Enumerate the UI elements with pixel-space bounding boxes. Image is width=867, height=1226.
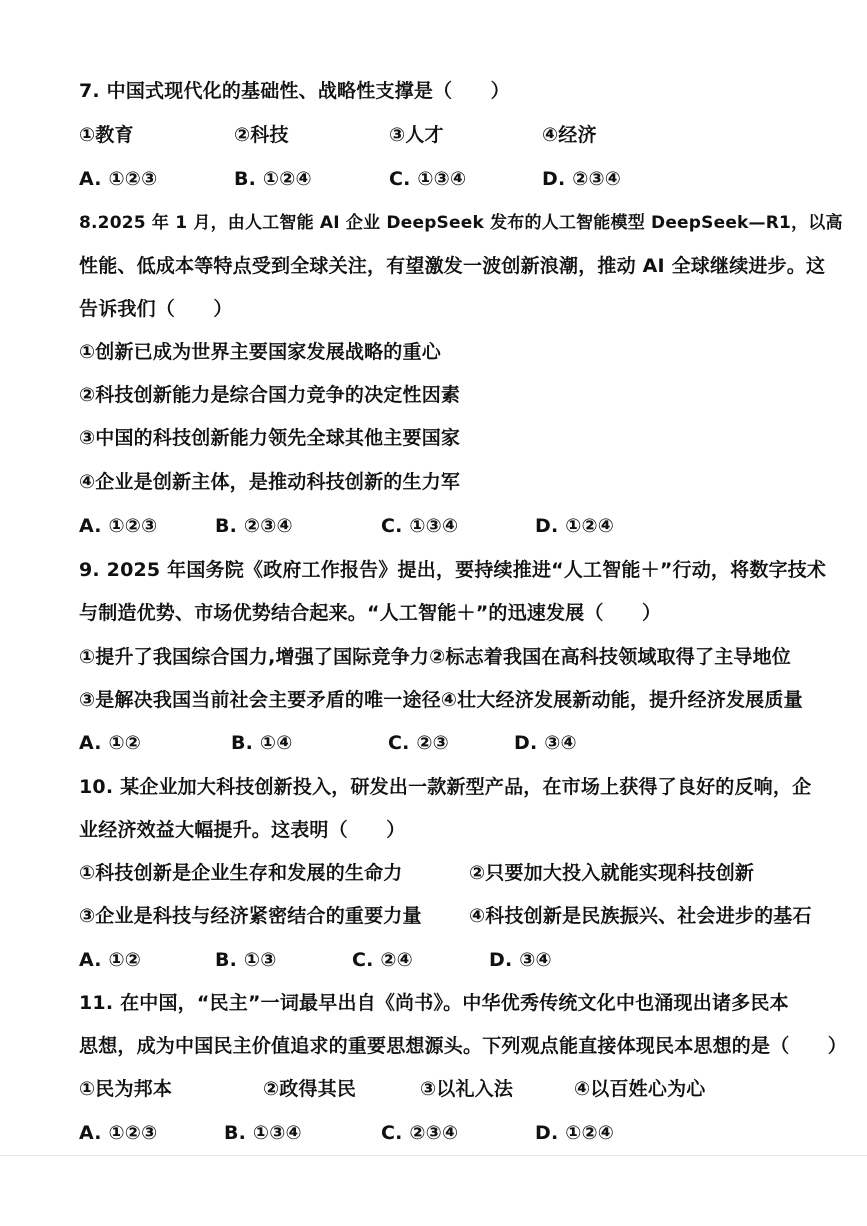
q7-items [79,123,839,147]
q7-stem: 7. 中国式现代化的基础性、战略性支撑是（ ） [79,80,510,102]
q8-stem-line-1: 8.2025 年 1 月，由人工智能 AI 企业 DeepSeek 发布的人工智能模型 DeepSeek—R1，以高 [79,213,843,233]
q10-choice-a[interactable]: A. ①② [79,949,142,971]
q7-choices [79,167,839,191]
q10-choices [79,948,839,972]
q11-choice-a[interactable]: A. ①②③ [79,1122,158,1144]
page-divider [0,1155,867,1156]
q10-choice-b[interactable]: B. ①③ [215,949,277,971]
q9-choices [79,731,839,755]
q10-items-row-1 [79,861,839,885]
q9-items-line-2: ③是解决我国当前社会主要矛盾的唯一途径④壮大经济发展新动能，提升经济发展质量 [79,689,803,711]
q8-stem-line-3: 告诉我们（ ） [79,298,233,320]
q11-stem-line-1: 11. 在中国，“民主”一词最早出自《尚书》。中华优秀传统文化中也涌现出诸多民本 [79,992,789,1014]
q9-stem-line-2: 与制造优势、市场优势结合起来。“人工智能＋”的迅速发展（ ） [79,602,662,624]
q7-choice-a[interactable]: A. ①②③ [79,168,158,190]
q10-item-1: ①科技创新是企业生存和发展的生命力 [79,862,403,884]
q11-item-2: ②政得其民 [263,1078,357,1100]
q7-item-4: ④经济 [542,124,597,146]
q11-choices [79,1121,839,1145]
q8-choice-d[interactable]: D. ①②④ [535,515,615,537]
q9-choice-a[interactable]: A. ①② [79,732,142,754]
q10-item-3: ③企业是科技与经济紧密结合的重要力量 [79,905,422,927]
q11-choice-d[interactable]: D. ①②④ [535,1122,615,1144]
q10-item-2: ②只要加大投入就能实现科技创新 [469,862,755,884]
q10-item-4: ④科技创新是民族振兴、社会进步的基石 [469,905,812,927]
q9-choice-d[interactable]: D. ③④ [514,732,577,754]
q8-choice-a[interactable]: A. ①②③ [79,515,158,537]
q7-item-2: ②科技 [234,124,289,146]
q8-choices [79,514,839,538]
q8-stem-line-2: 性能、低成本等特点受到全球关注，有望激发一波创新浪潮，推动 AI 全球继续进步。这 [79,255,826,277]
q8-item-1: ①创新已成为世界主要国家发展战略的重心 [79,341,441,363]
q7-choice-c[interactable]: C. ①③④ [389,168,467,190]
q11-choice-b[interactable]: B. ①③④ [224,1122,302,1144]
q10-choice-d[interactable]: D. ③④ [489,949,552,971]
q10-choice-c[interactable]: C. ②④ [352,949,413,971]
q11-items [79,1077,839,1101]
q8-choice-b[interactable]: B. ②③④ [215,515,293,537]
q8-item-2: ②科技创新能力是综合国力竞争的决定性因素 [79,384,461,406]
q7-item-1: ①教育 [79,124,134,146]
q11-choice-c[interactable]: C. ②③④ [381,1122,459,1144]
q10-stem-line-1: 10. 某企业加大科技创新投入，研发出一款新型产品，在市场上获得了良好的反响，企 [79,776,812,798]
q9-items-line-1: ①提升了我国综合国力,增强了国际竞争力②标志着我国在高科技领域取得了主导地位 [79,646,791,668]
q9-choice-c[interactable]: C. ②③ [388,732,449,754]
q9-stem-line-1: 9. 2025 年国务院《政府工作报告》提出，要持续推进“人工智能＋”行动，将数字技术 [79,559,827,581]
q10-items-row-2 [79,904,839,928]
q8-choice-c[interactable]: C. ①③④ [381,515,459,537]
q11-item-3: ③以礼入法 [420,1078,514,1100]
q7-item-3: ③人才 [389,124,444,146]
q7-choice-b[interactable]: B. ①②④ [234,168,312,190]
q8-item-4: ④企业是创新主体，是推动科技创新的生力军 [79,471,461,493]
q11-stem-line-2: 思想，成为中国民主价值追求的重要思想源头。下列观点能直接体现民本思想的是（ ） [79,1035,848,1057]
q8-item-3: ③中国的科技创新能力领先全球其他主要国家 [79,427,461,449]
q9-choice-b[interactable]: B. ①④ [231,732,293,754]
q11-item-4: ④以百姓心为心 [574,1078,706,1100]
q10-stem-line-2: 业经济效益大幅提升。这表明（ ） [79,819,406,841]
q11-item-1: ①民为邦本 [79,1078,173,1100]
q7-choice-d[interactable]: D. ②③④ [542,168,622,190]
